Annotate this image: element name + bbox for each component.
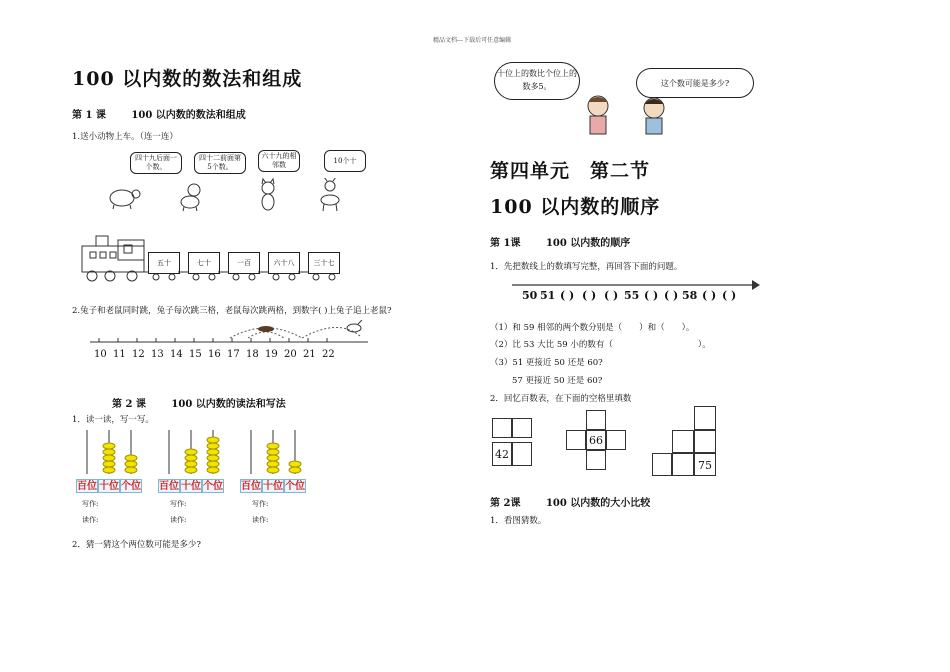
- sub-question-1: （1）和 59 相邻的两个数分别是（ ）和（ ）。: [490, 323, 695, 333]
- sub-question-3a: （3）51 更接近 50 还是 60?: [490, 358, 603, 368]
- nl-label: 11: [113, 349, 126, 360]
- abacus-bead: [185, 449, 197, 455]
- grid-cell: [606, 430, 626, 450]
- question-2: 2.兔子和老鼠同时跳，兔子每次跳三格，老鼠每次跳两格，到数字( )上兔子追上老鼠?: [72, 306, 392, 316]
- abacus-label: 十位: [181, 481, 201, 492]
- page-title: 100 以内数的数法和组成: [72, 68, 303, 90]
- abacus-bead: [207, 449, 219, 455]
- nl-label: 10: [94, 349, 107, 360]
- speech-bubble-2: 这个数可能是多少?: [636, 68, 754, 98]
- question-2-2: 2．猜一猜这个两位数可能是多少?: [72, 540, 201, 550]
- abacus-label: 个位: [203, 481, 223, 492]
- abacus-1-labels: [76, 474, 142, 493]
- abacus-bead: [267, 467, 279, 473]
- nl-label: 14: [170, 349, 183, 360]
- grid-cell-42: 42: [492, 442, 512, 466]
- question-1: 1.送小动物上车。（连一连）: [72, 132, 178, 142]
- question-r1: 1．先把数线上的数填写完整，再回答下面的问题。: [490, 262, 683, 272]
- deer-icon: [321, 178, 339, 211]
- lesson-name: 100 以内数的读法和写法: [171, 399, 286, 410]
- sub-question-3b: 57 更接近 50 还是 60?: [512, 376, 603, 386]
- grid-cell: [672, 430, 694, 453]
- abacus-bead: [267, 449, 279, 455]
- bubble-1: 四十九后面一个数。: [130, 152, 182, 174]
- grid-cell: [512, 442, 532, 466]
- abacus-bead: [185, 461, 197, 467]
- lesson-label: 第 2课: [490, 498, 521, 509]
- seq-blank: ( ): [664, 289, 679, 302]
- seq-blank: ( ): [582, 289, 597, 302]
- number-line: [90, 320, 370, 350]
- seq-blank: ( ): [722, 289, 737, 302]
- abacus-3-labels: [240, 474, 306, 493]
- abacus-bead: [207, 443, 219, 449]
- grid-cell: [672, 453, 694, 476]
- train-car-2: 七十: [188, 252, 220, 274]
- abacus-label: 个位: [285, 481, 305, 492]
- bubble-2: 四十二前面第5个数。: [194, 152, 246, 174]
- cat-icon: [262, 179, 274, 210]
- abacus-bead: [103, 455, 115, 461]
- bubble-4: 10个十: [324, 150, 366, 172]
- seq-item: 51: [540, 289, 556, 302]
- seq-blank: ( ): [644, 289, 659, 302]
- page-header-note: 精品文档---下载后可任意编辑: [433, 37, 512, 44]
- nl-label: 21: [303, 349, 316, 360]
- abacus-bead: [125, 455, 137, 461]
- abacus-bead: [125, 461, 137, 467]
- lesson-name: 100 以内数的数法和组成: [131, 110, 246, 121]
- train-wheels: [140, 270, 350, 282]
- nl-label: 15: [189, 349, 202, 360]
- lesson-heading-r2: [490, 494, 650, 509]
- train-car-5: 三十七: [308, 252, 340, 274]
- abacus-label: 百位: [241, 481, 261, 492]
- grid-cell: [694, 406, 716, 430]
- train-car-3: 一百: [228, 252, 260, 274]
- lesson-heading: [72, 106, 246, 121]
- abacus-label: 十位: [99, 481, 119, 492]
- nl-label: 12: [132, 349, 145, 360]
- lesson-name: 100 以内数的大小比较: [545, 498, 651, 509]
- abacus-bead: [103, 443, 115, 449]
- abacus-2-labels: [158, 474, 224, 493]
- boy-icon: [644, 98, 664, 134]
- number-line-labels: [90, 349, 370, 363]
- abacus-label: 十位: [263, 481, 283, 492]
- read-label-2: 读作:: [170, 516, 187, 524]
- grid-cell: [586, 450, 606, 470]
- turtle-icon: [110, 190, 140, 209]
- nl-label: 22: [322, 349, 335, 360]
- nl-label: 16: [208, 349, 221, 360]
- abacus-bead: [207, 437, 219, 443]
- mouse-icon: [258, 326, 274, 332]
- lesson-label: 第 2 课: [112, 399, 146, 410]
- grid-cell-66: 66: [586, 430, 606, 450]
- train-engine-icon: [78, 232, 148, 284]
- abacus-bead: [103, 467, 115, 473]
- write-label-3: 写作:: [252, 500, 269, 508]
- nl-label: 18: [246, 349, 259, 360]
- grid-fragment-3: [652, 406, 718, 476]
- abacus-bead: [103, 461, 115, 467]
- arrow-right-icon: [752, 280, 760, 290]
- abacus-bead: [185, 455, 197, 461]
- abacus-label: 百位: [159, 481, 179, 492]
- lesson-label: 第 1课: [490, 238, 521, 249]
- seq-item: 50: [522, 289, 538, 302]
- abacus-bead: [289, 467, 301, 473]
- nl-label: 19: [265, 349, 278, 360]
- abacus-bead: [185, 467, 197, 473]
- speech-bubble-1: 十位上的数比个位上的数多5。: [494, 62, 580, 100]
- abacus-group: [76, 428, 316, 494]
- dog-icon: [181, 184, 200, 211]
- grid-fragment-2: [566, 410, 626, 470]
- seq-blank: ( ): [560, 289, 575, 302]
- seq-blank: ( ): [702, 289, 717, 302]
- nl-label: 13: [151, 349, 164, 360]
- abacus-bead: [267, 455, 279, 461]
- grid-cell: [492, 418, 512, 438]
- write-label-1: 写作:: [82, 500, 99, 508]
- lesson-heading-r1: [490, 234, 630, 249]
- abacus-label: 个位: [121, 481, 141, 492]
- grid-cell-75: 75: [694, 453, 716, 476]
- children-illustration: [576, 92, 686, 138]
- abacus-rods: [76, 428, 316, 474]
- read-label-1: 读作:: [82, 516, 99, 524]
- train-car-1: 五十: [148, 252, 180, 274]
- lesson-name: 100 以内数的顺序: [545, 238, 631, 249]
- lesson-heading-2: [112, 395, 286, 410]
- abacus-bead: [207, 467, 219, 473]
- grid-cell: [586, 410, 606, 430]
- abacus-label: 百位: [77, 481, 97, 492]
- question-2-1: 1．读一读，写一写。: [72, 415, 154, 425]
- abacus-bead: [125, 467, 137, 473]
- animals-illustration: [108, 178, 368, 212]
- seq-item: 55: [624, 289, 640, 302]
- grid-cell: [512, 418, 532, 438]
- grid-cell: [652, 453, 672, 476]
- abacus-bead: [267, 461, 279, 467]
- seq-blank: ( ): [604, 289, 619, 302]
- seq-item: 58: [682, 289, 698, 302]
- unit-title: 第四单元 第二节: [490, 160, 651, 182]
- question-r3: 1．看图猜数。: [490, 516, 547, 526]
- lesson-label: 第 1 课: [72, 110, 106, 121]
- grid-fragment-1: [492, 418, 534, 468]
- nl-label: 17: [227, 349, 240, 360]
- grid-cell: [694, 430, 716, 453]
- abacus-bead: [207, 455, 219, 461]
- question-r2: 2．回忆百数表，在下面的空格里填数: [490, 394, 632, 404]
- bubble-3: 六十九的相邻数: [258, 150, 300, 172]
- read-label-3: 读作:: [252, 516, 269, 524]
- write-label-2: 写作:: [170, 500, 187, 508]
- section-title: 100 以内数的顺序: [490, 196, 661, 218]
- girl-icon: [588, 96, 608, 134]
- train-car-4: 六十八: [268, 252, 300, 274]
- abacus-bead: [267, 443, 279, 449]
- nl-label: 20: [284, 349, 297, 360]
- abacus-bead: [207, 461, 219, 467]
- sub-question-2: （2）比 53 大比 59 小的数有（ ）。: [490, 340, 711, 350]
- abacus-bead: [103, 449, 115, 455]
- grid-cell: [566, 430, 586, 450]
- abacus-bead: [289, 461, 301, 467]
- sequence-labels: [522, 289, 752, 305]
